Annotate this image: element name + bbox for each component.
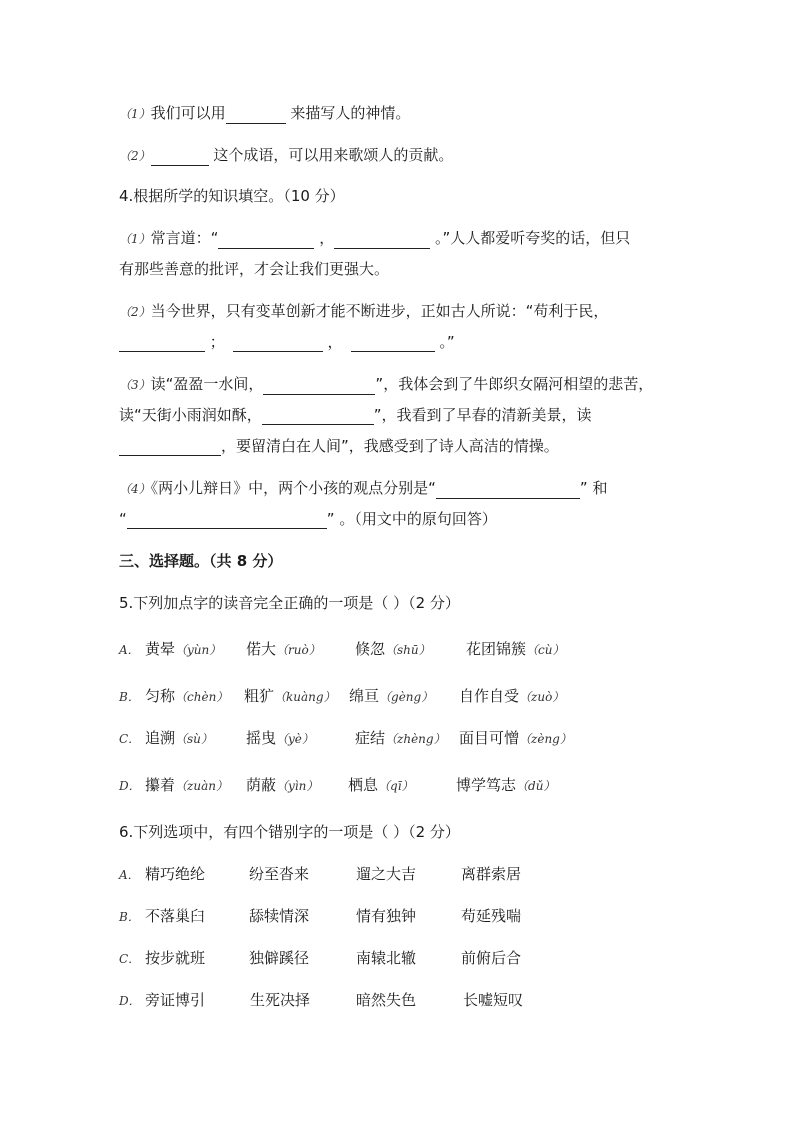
section-title (119, 551, 282, 571)
item-text: “ (119, 510, 127, 528)
word: 摇曳 (246, 729, 277, 747)
item-text: ”，我看到了早春的清新美景，读 (373, 406, 592, 424)
q5-option-d[interactable] (119, 775, 141, 796)
word: 绵亘 (349, 687, 380, 705)
answer-blank[interactable] (262, 408, 374, 425)
q3-item-1 (119, 103, 410, 124)
option-letter: C． (119, 732, 141, 746)
q5-b-item-3 (349, 686, 433, 707)
q4-item-2-line-1 (119, 301, 608, 322)
word: 粗犷 (244, 687, 275, 705)
item-number: （4） (119, 482, 151, 496)
answer-blank[interactable] (119, 335, 205, 352)
item-number: （2） (119, 149, 151, 163)
q6-b-word-3 (356, 906, 416, 926)
q5-option-a[interactable] (119, 639, 140, 660)
answer-blank[interactable] (218, 232, 314, 249)
question-title: 4.根据所学的知识填空。（10 分） (119, 187, 345, 205)
item-text: 。” (434, 333, 455, 351)
pinyin: （zuàn） (175, 779, 228, 793)
item-number: （2） (119, 305, 151, 319)
word: 荫蔽 (246, 776, 277, 794)
q6-b-word-4 (461, 906, 521, 926)
option-letter: A． (119, 643, 140, 657)
pinyin: （zuò） (519, 690, 565, 704)
option-letter: B． (119, 690, 140, 704)
item-text: ， (322, 333, 343, 351)
word: 攥着 (145, 776, 176, 794)
word: 纷至沓来 (249, 865, 310, 883)
q5-a-item-1 (145, 639, 221, 660)
q6-title (119, 822, 460, 842)
q5-d-item-4 (456, 775, 555, 796)
pinyin: （qī） (378, 779, 414, 793)
word: 不落巢臼 (145, 907, 206, 925)
word: 精巧绝纶 (145, 865, 206, 883)
question-title: 5.下列加点字的读音完全正确的一项是（ ）（2 分） (119, 594, 460, 612)
q4-item-3-line-1 (119, 374, 653, 395)
option-letter: B． (119, 910, 140, 924)
word: 偌大 (246, 640, 277, 658)
q6-c-word-1 (145, 948, 205, 968)
q5-c-item-4 (459, 728, 572, 749)
q5-c-item-2 (246, 728, 314, 749)
q5-c-item-1 (145, 728, 213, 749)
item-number: （1） (119, 232, 151, 246)
q6-d-word-2 (250, 990, 310, 1010)
word: 情有独钟 (356, 907, 417, 925)
word: 黄晕 (145, 640, 176, 658)
pinyin: （ruò） (276, 643, 321, 657)
q5-b-item-2 (244, 686, 336, 707)
word: 面目可憎 (459, 729, 520, 747)
answer-blank[interactable] (151, 149, 209, 166)
word: 暗然失色 (356, 991, 417, 1009)
answer-blank[interactable] (334, 232, 430, 249)
item-number: （1） (119, 107, 151, 121)
q6-a-word-3 (356, 864, 416, 884)
q6-b-word-2 (249, 906, 309, 926)
word: 前俯后合 (461, 949, 522, 967)
word: 舔犊情深 (249, 907, 310, 925)
word: 症结 (355, 729, 386, 747)
q4-item-3-line-3 (119, 436, 559, 456)
word: 旁证博引 (145, 991, 206, 1009)
q6-option-d[interactable] (119, 990, 141, 1011)
q5-b-item-1 (145, 686, 228, 707)
q6-option-c[interactable] (119, 948, 140, 969)
q5-option-c[interactable] (119, 728, 140, 749)
item-text: 来描写人的神情。 (285, 104, 411, 122)
q6-c-word-4 (461, 948, 521, 968)
pinyin: （kuàng） (274, 690, 336, 704)
option-letter: C． (119, 952, 141, 966)
answer-blank[interactable] (263, 378, 375, 395)
q5-a-item-2 (246, 639, 321, 660)
word: 长嘘短叹 (463, 991, 524, 1009)
item-text: ” 。（用文中的原句回答） (326, 510, 497, 528)
q4-item-3-line-2 (119, 405, 592, 425)
pinyin: （yè） (276, 732, 314, 746)
word: 按步就班 (145, 949, 206, 967)
question-title: 6.下列选项中，有四个错别字的一项是（ ）（2 分） (119, 823, 460, 841)
item-text: 常言道：“ (150, 229, 219, 247)
q6-c-word-3 (356, 948, 416, 968)
item-text: ” 和 (579, 479, 608, 497)
answer-blank[interactable] (226, 107, 286, 124)
item-text: ，要留清白在人间”，我感受到了诗人高洁的情操。 (221, 437, 559, 455)
answer-blank[interactable] (436, 482, 580, 499)
item-text: 《两小儿辩日》中，两个小孩的观点分别是“ (150, 479, 436, 497)
word: 自作自受 (459, 687, 520, 705)
item-text: 我们可以用 (150, 104, 226, 122)
word: 追溯 (145, 729, 176, 747)
item-text: 当今世界，只有变革创新才能不断进步，正如古人所说：“苟利于民， (150, 302, 609, 320)
pinyin: （sù） (175, 732, 213, 746)
q5-b-item-4 (459, 686, 564, 707)
item-text: 这个成语，可以用来歌颂人的贡献。 (208, 146, 454, 164)
q5-d-item-2 (246, 775, 318, 796)
word: 栖息 (348, 776, 379, 794)
word: 匀称 (145, 687, 176, 705)
answer-blank[interactable] (119, 439, 221, 456)
q5-a-item-3 (355, 639, 431, 660)
word: 南辕北辙 (356, 949, 417, 967)
pinyin: （zhèng） (385, 732, 446, 746)
q6-c-word-2 (249, 948, 309, 968)
word: 生死决择 (250, 991, 311, 1009)
answer-blank[interactable] (233, 335, 323, 352)
item-text: 读“天街小雨润如酥， (119, 406, 262, 424)
q6-option-a[interactable] (119, 864, 140, 885)
item-text: ， (314, 229, 335, 247)
q6-a-word-1 (145, 864, 205, 884)
word: 博学笃志 (456, 776, 517, 794)
q6-a-word-4 (461, 864, 521, 884)
answer-blank[interactable] (127, 512, 327, 529)
q5-a-item-4 (466, 639, 564, 660)
q5-c-item-3 (355, 728, 446, 749)
answer-blank[interactable] (351, 335, 435, 352)
q4-item-4-line-2 (119, 509, 497, 529)
pinyin: （gèng） (379, 690, 434, 704)
q6-d-word-4 (463, 990, 523, 1010)
word: 倏忽 (355, 640, 386, 658)
item-text: ； (205, 333, 225, 351)
item-text: 读“盈盈一水间， (150, 375, 264, 393)
pinyin: （zèng） (519, 732, 572, 746)
option-letter: D． (119, 779, 141, 793)
q5-d-item-3 (348, 775, 414, 796)
pinyin: （dǔ） (516, 779, 556, 793)
word: 独僻蹊径 (249, 949, 310, 967)
item-number: （3） (119, 378, 151, 392)
q6-b-word-1 (145, 906, 205, 926)
word: 遛之大吉 (356, 865, 417, 883)
q3-item-2 (119, 145, 453, 166)
item-text: 。”人人都爱听夸奖的话，但只 (430, 229, 631, 247)
item-text: ”，我体会到了牛郎织女隔河相望的悲苦， (375, 375, 654, 393)
pinyin: （shū） (385, 643, 431, 657)
option-letter: D． (119, 994, 141, 1008)
item-text: 有那些善意的批评，才会让我们更强大。 (119, 260, 390, 278)
pinyin: （cù） (526, 643, 565, 657)
word: 离群索居 (461, 865, 522, 883)
pinyin: （chèn） (175, 690, 229, 704)
q4-item-1-line-2 (119, 259, 389, 279)
option-letter: A． (119, 868, 140, 882)
q5-title (119, 593, 460, 613)
q4-item-4-line-1 (119, 478, 607, 499)
section-heading: 三、选择题。（共 8 分） (119, 552, 283, 570)
pinyin: （yìn） (276, 779, 319, 793)
q5-option-b[interactable] (119, 686, 140, 707)
q4-item-1-line-1 (119, 228, 630, 249)
q4-item-2-line-2 (119, 332, 455, 352)
q6-d-word-1 (145, 990, 205, 1010)
q5-d-item-1 (145, 775, 228, 796)
q4-title (119, 186, 345, 206)
pinyin: （yùn） (175, 643, 222, 657)
q6-a-word-2 (249, 864, 309, 884)
word: 苟延残喘 (461, 907, 522, 925)
word: 花团锦簇 (466, 640, 527, 658)
q6-option-b[interactable] (119, 906, 140, 927)
q6-d-word-3 (356, 990, 416, 1010)
